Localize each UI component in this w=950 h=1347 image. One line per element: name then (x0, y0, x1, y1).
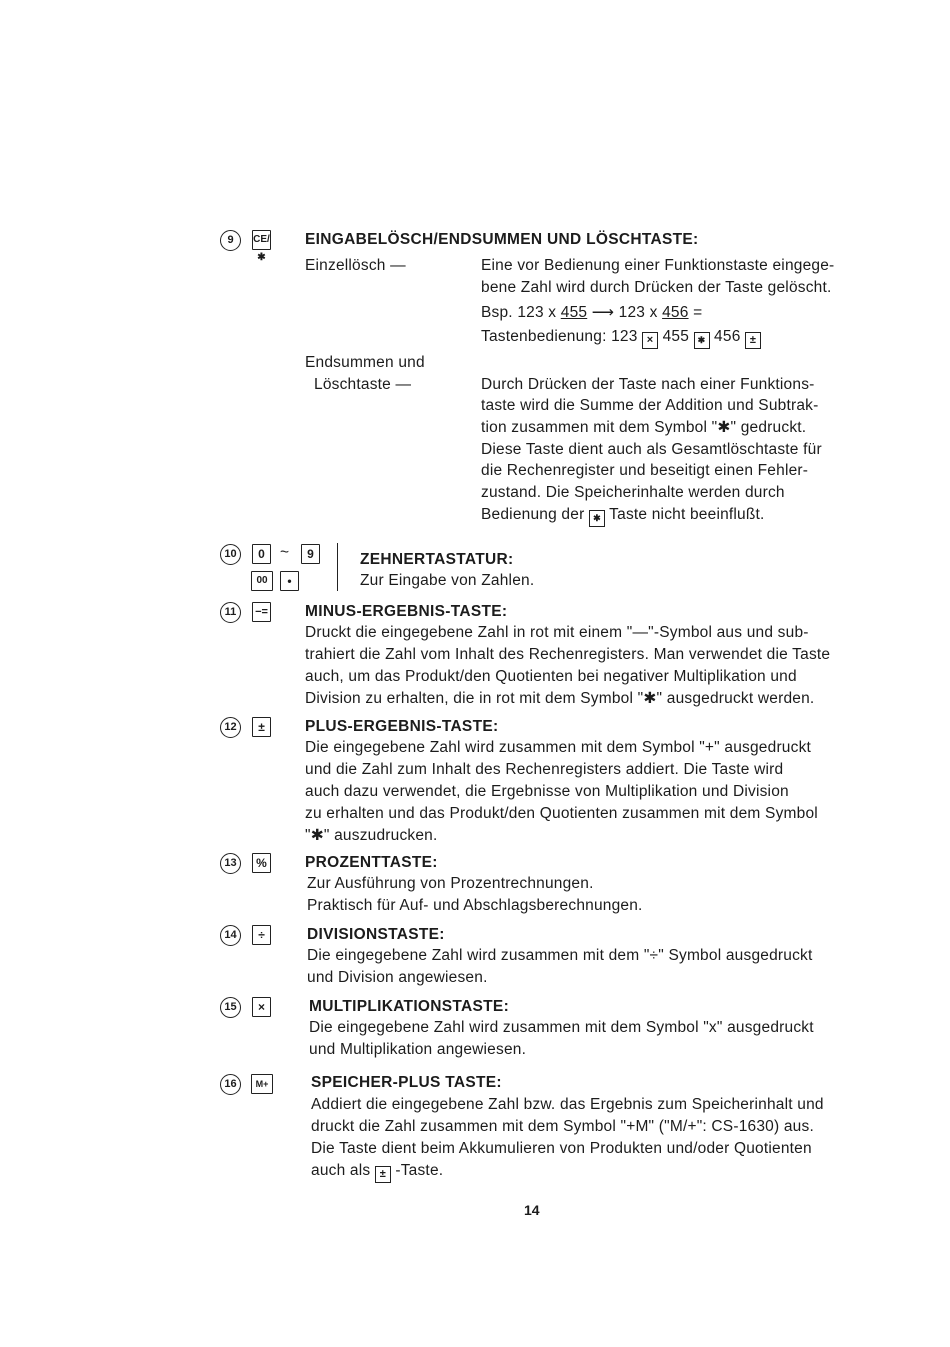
s16-line2: druckt die Zahl zusammen mit dem Symbol "+M" ("M/+": CS-1630) aus. (311, 1118, 814, 1135)
multiply-key-icon: × (252, 997, 271, 1017)
s16-line4: auch als ± -Taste. (311, 1160, 443, 1183)
plus-equal-key-icon: ± (375, 1166, 391, 1183)
ce-key-icon: CE/✱ (252, 230, 271, 250)
s9-d2-line7: Bedienung der ✱ Taste nicht beeinflußt. (481, 504, 765, 527)
term-einzelloesch: Einzellösch — (305, 257, 406, 274)
multiply-key-icon: × (642, 332, 658, 349)
s9-d2-line4: Diese Taste dient auch als Gesamtlöschtaste für (481, 441, 822, 458)
s12-line4: zu erhalten und das Produkt/den Quotienten zusammen mit dem Symbol (305, 805, 818, 822)
s9-d1-line2: bene Zahl wird durch Drücken der Taste gelöscht. (481, 279, 832, 296)
s14-line2: und Division angewiesen. (307, 969, 488, 986)
ce-key-icon: ✱ (589, 510, 605, 527)
percent-key-icon: % (252, 853, 271, 873)
section-9-title: EINGABELÖSCH/ENDSUMMEN UND LÖSCHTASTE: (305, 231, 699, 248)
s15-line1: Die eingegebene Zahl wird zusammen mit dem Symbol "x" ausgedruckt (309, 1019, 814, 1036)
s9-d2-line3: tion zusammen mit dem Symbol "✱" gedruckt. (481, 419, 807, 436)
plus-equal-key-icon: ± (252, 717, 271, 737)
s11-line4: Division zu erhalten, die in rot mit dem Symbol "✱" ausgedruckt werden. (305, 690, 815, 707)
section-14-title: DIVISIONSTASTE: (307, 926, 445, 943)
s12-line3: auch dazu verwendet, die Ergebnisse von Multiplikation und Division (305, 783, 789, 800)
divide-key-icon: ÷ (252, 925, 271, 945)
brace-divider (337, 543, 342, 591)
s9-d1-line1: Eine vor Bedienung einer Funktionstaste eingege- (481, 257, 835, 274)
item-number-10: 10 (220, 544, 241, 565)
section-12-title: PLUS-ERGEBNIS-TASTE: (305, 718, 499, 735)
section-10-desc: Zur Eingabe von Zahlen. (360, 572, 535, 589)
s12-line1: Die eingegebene Zahl wird zusammen mit dem Symbol "+" ausgedruckt (305, 739, 812, 756)
item-number-14: 14 (220, 925, 241, 946)
s13-line2: Praktisch für Auf- und Abschlagsberechnungen. (307, 897, 643, 914)
item-number-15: 15 (220, 997, 241, 1018)
s12-line5: "✱" auszudrucken. (305, 827, 438, 844)
term-endsummen-2: Löschtaste — (314, 376, 412, 393)
nine-key-icon: 9 (301, 544, 320, 564)
memory-plus-key-icon: M+ (251, 1074, 273, 1094)
key-operation-line: Tastenbedienung: 123 × 455 ✱ 456 ± (481, 326, 761, 349)
minus-equal-key-icon: −= (252, 602, 271, 622)
example-line: Bsp. 123 x 455 ⟶ 123 x 456 = (481, 304, 703, 321)
item-number-16: 16 (220, 1074, 241, 1095)
s9-d2-line5: die Rechenregister und beseitigt einen Fehler- (481, 462, 809, 479)
page-number: 14 (524, 1202, 540, 1218)
zero-key-icon: 0 (252, 544, 271, 564)
item-number-12: 12 (220, 717, 241, 738)
s11-line1: Druckt die eingegebene Zahl in rot mit einem "—"-Symbol aus und sub- (305, 624, 809, 641)
decimal-point-key-icon: • (280, 571, 299, 591)
s11-line3: auch, um das Produkt/den Quotienten bei negativer Multiplikation und (305, 668, 797, 685)
item-number-11: 11 (220, 602, 241, 623)
s16-line3: Die Taste dient beim Akkumulieren von Produkten und/oder Quotienten (311, 1140, 812, 1157)
section-15-title: MULTIPLIKATIONSTASTE: (309, 998, 510, 1015)
s9-d2-line1: Durch Drücken der Taste nach einer Funktions- (481, 376, 815, 393)
s15-line2: und Multiplikation angewiesen. (309, 1041, 527, 1058)
term-endsummen-1: Endsummen und (305, 354, 425, 371)
section-11-title: MINUS-ERGEBNIS-TASTE: (305, 603, 508, 620)
plus-equal-key-icon: ± (745, 332, 761, 349)
item-number-9: 9 (220, 230, 241, 251)
s14-line1: Die eingegebene Zahl wird zusammen mit dem "÷" Symbol ausgedruckt (307, 947, 813, 964)
s9-d2-line6: zustand. Die Speicherinhalte werden durch (481, 484, 785, 501)
s9-d2-line2: taste wird die Summe der Addition und Subtrak- (481, 397, 819, 414)
s12-line2: und die Zahl zum Inhalt des Rechenregisters addiert. Die Taste wird (305, 761, 784, 778)
range-tilde: ~ (280, 544, 290, 561)
double-zero-key-icon: 00 (251, 571, 273, 591)
section-13-title: PROZENTTASTE: (305, 854, 438, 871)
s16-line1: Addiert die eingegebene Zahl bzw. das Ergebnis zum Speicherinhalt und (311, 1096, 824, 1113)
s11-line2: trahiert die Zahl vom Inhalt des Rechenregisters. Man verwendet die Taste (305, 646, 831, 663)
section-16-title: SPEICHER-PLUS TASTE: (311, 1074, 502, 1091)
section-10-title: ZEHNERTASTATUR: (360, 551, 514, 568)
item-number-13: 13 (220, 853, 241, 874)
s13-line1: Zur Ausführung von Prozentrechnungen. (307, 875, 594, 892)
ce-key-icon: ✱ (694, 332, 710, 349)
